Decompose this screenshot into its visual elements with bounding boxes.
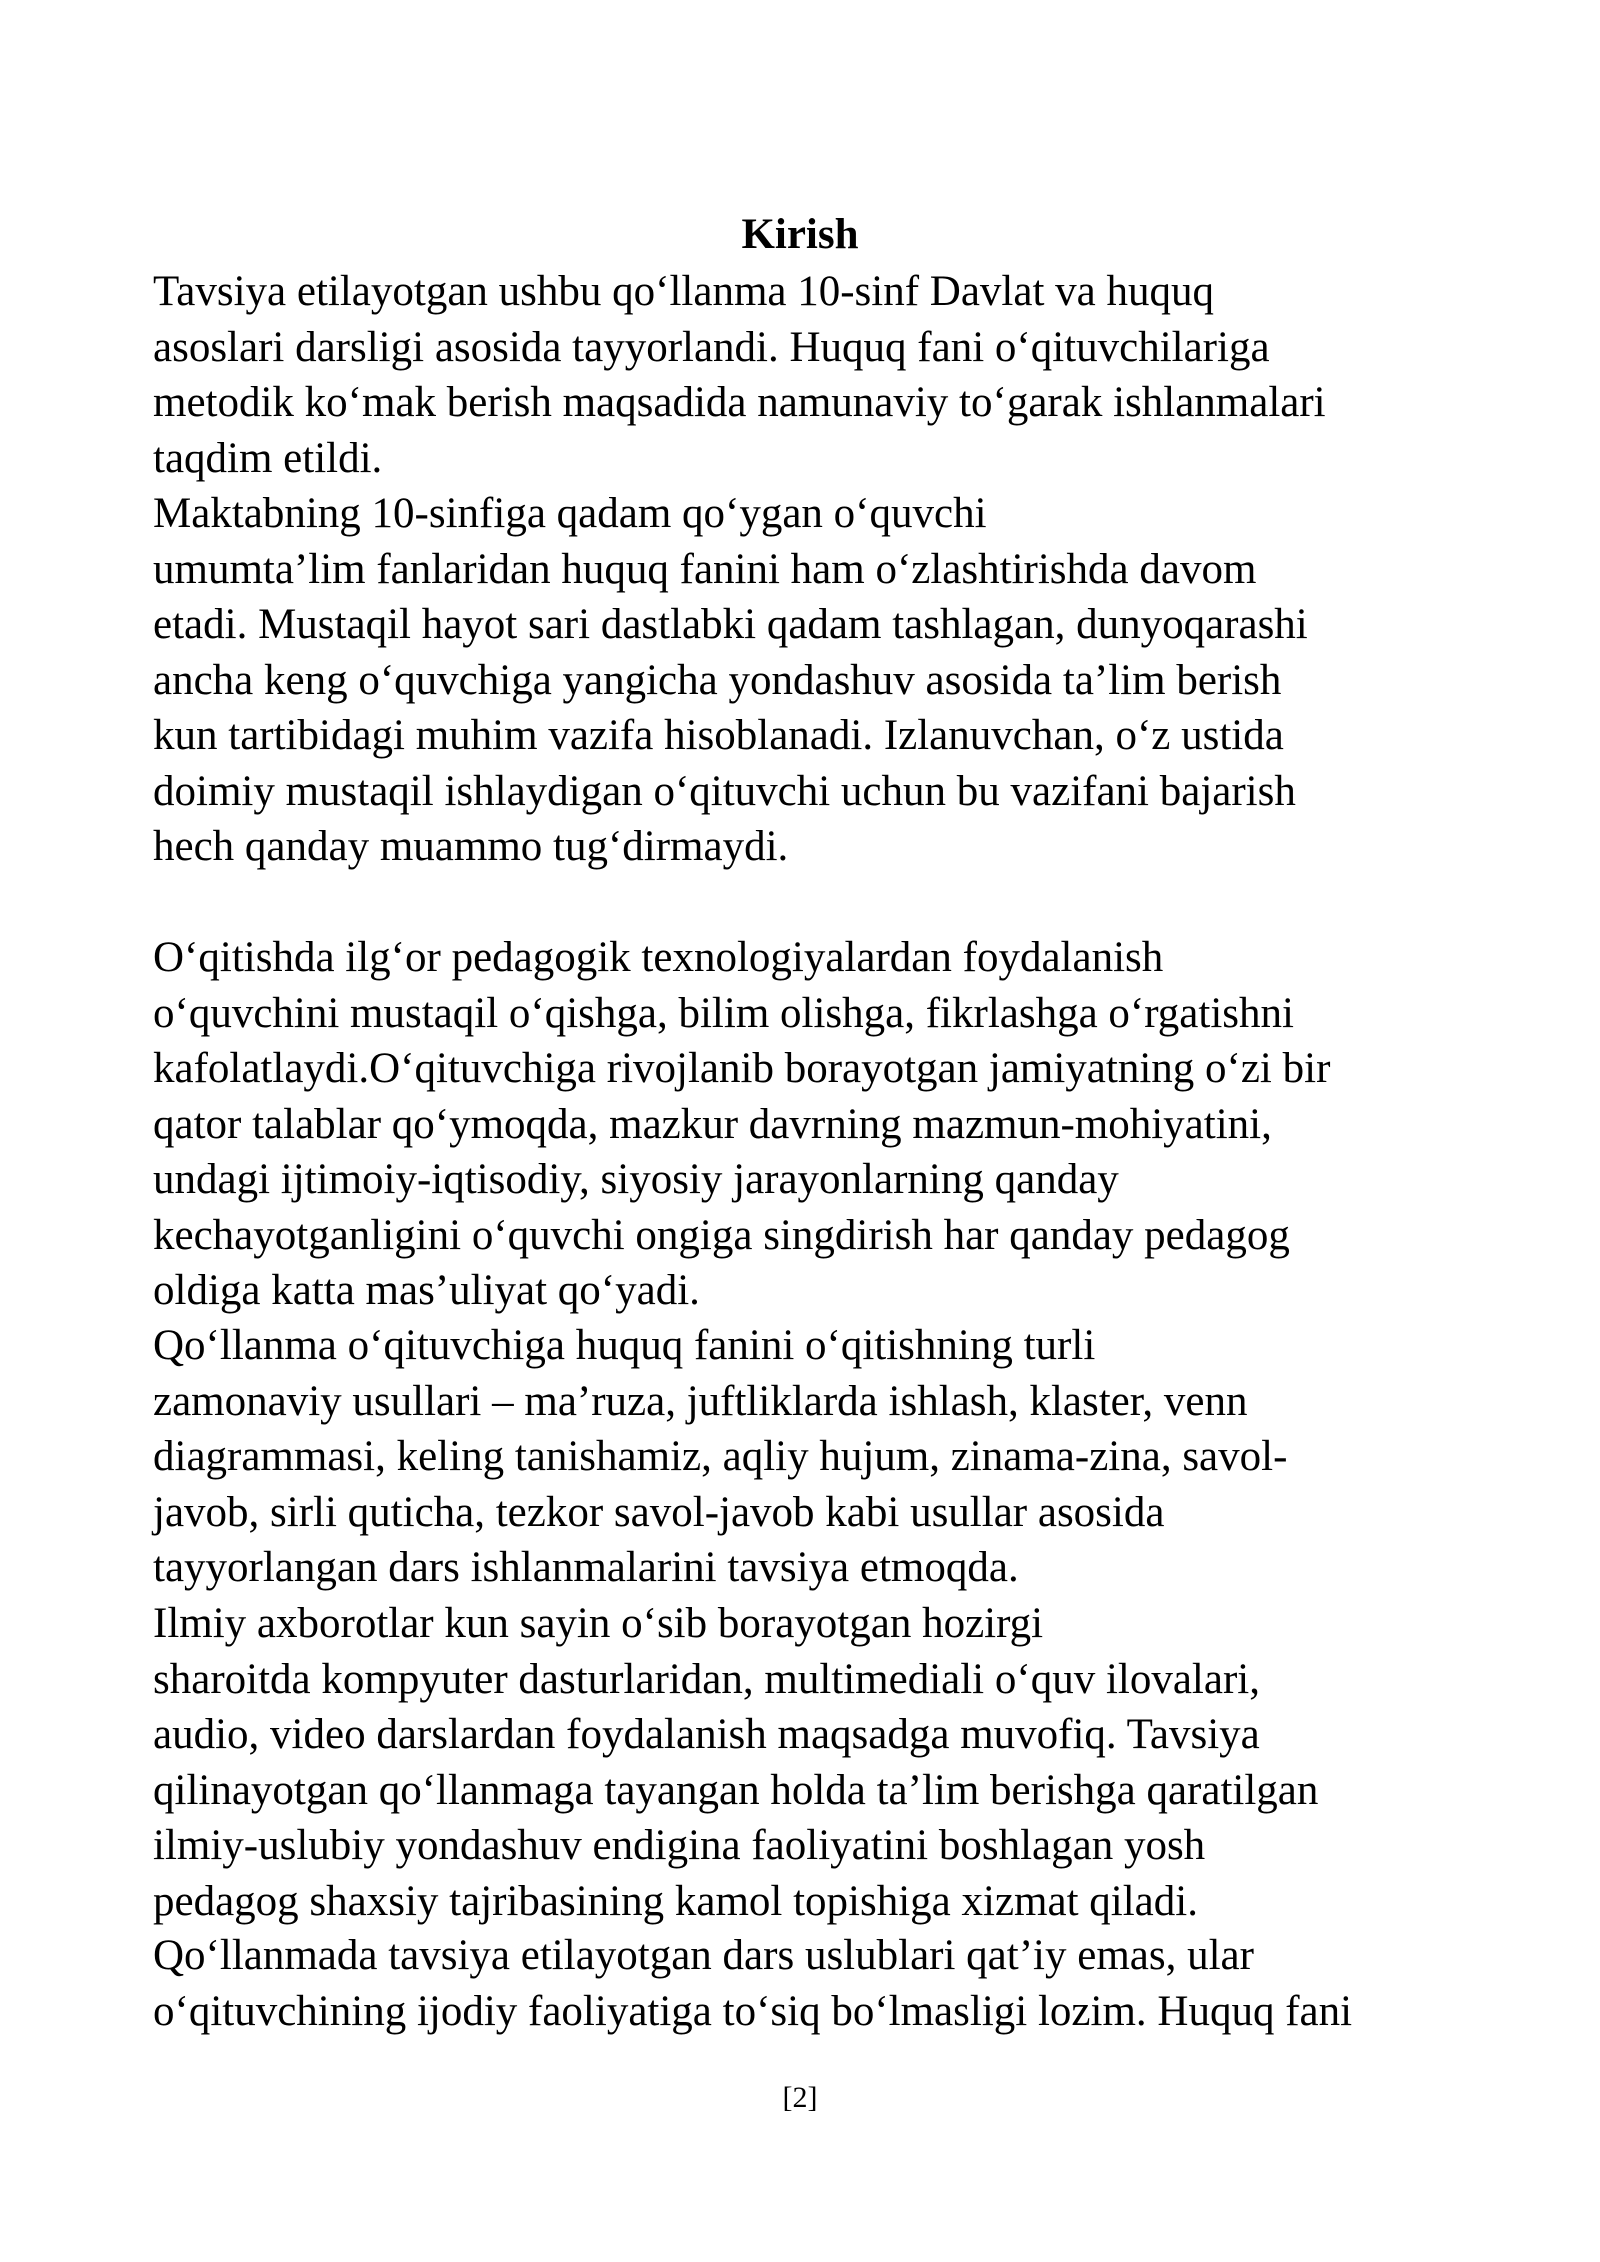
paragraph-1: Tavsiya etilayotgan ushbu qo‘llanma 10-sinf Davlat va huquq asoslari darsligi asosida tayyorlandi. Huquq fani o‘qituvchilariga metodik ko‘mak berish maqsadida namunaviy to‘garak ishlanmalari taqdim etildi. <box>153 268 1326 482</box>
paragraph-5: Ilmiy axborotlar kun sayin o‘sib borayotgan hozirgi sharoitda kompyuter dasturlaridan, multimediali o‘quv ilovalari, audio, video darslardan foydalanish maqsadga muvofiq. Tavsiya qilinayotgan qo‘llanmaga tayangan holda ta’lim berishga qaratilgan ilmiy-uslubiy yondashuv endigina faoliyatini boshlagan yosh pedagog shaxsiy tajribasining kamol topishiga xizmat qiladi. <box>153 1600 1319 1925</box>
page-number: [2] <box>782 2081 818 2114</box>
paragraph-4: Qo‘llanma o‘qituvchiga huquq fanini o‘qitishning turli zamonaviy usullari – ma’ruza, juftliklarda ishlash, klaster, venn diagrammasi, keling tanishamiz, aqliy hujum, zinama-zina, savol- javob, sirli quticha, tezkor savol-javob kabi usullar asosida tayyorlangan dars ishlanmalarini tavsiya etmoqda. <box>153 1322 1288 1591</box>
paragraph-3: O‘qitishda ilg‘or pedagogik texnologiyalardan foydalanish o‘quvchini mustaqil o‘qishga, bilim olishga, fikrlashga o‘rgatishni kafolatlaydi.O‘qituvchiga rivojlanib borayotgan jamiyatning o‘zi bir qator talablar qo‘ymoqda, mazkur davrning mazmun-mohiyatini, undagi ijtimoiy-iqtisodiy, siyosiy jarayonlarning qanday kechayotganligini o‘quvchi ongiga singdirish har qanday pedagog oldiga katta mas’uliyat qo‘yadi. <box>153 934 1331 1314</box>
paragraph-6: Qo‘llanmada tavsiya etilayotgan dars uslublari qat’iy emas, ular o‘qituvchining ijodiy faoliyatiga to‘siq bo‘lmasligi lozim. Huquq fani <box>153 1932 1353 2035</box>
paragraph-2: Maktabning 10-sinfiga qadam qo‘ygan o‘quvchi umumta’lim fanlaridan huquq fanini ham o‘zlashtirishda davom etadi. Mustaqil hayot sari dastlabki qadam tashlagan, dunyoqarashi ancha keng o‘quvchiga yangicha yondashuv asosida ta’lim berish kun tartibidagi muhim vazifa hisoblanadi. Izlanuvchan, o‘z ustida doimiy mustaqil ishlaydigan o‘qituvchi uchun bu vazifani bajarish hech qanday muammo tug‘dirmaydi. <box>153 490 1308 870</box>
page-title: Kirish <box>741 211 859 258</box>
